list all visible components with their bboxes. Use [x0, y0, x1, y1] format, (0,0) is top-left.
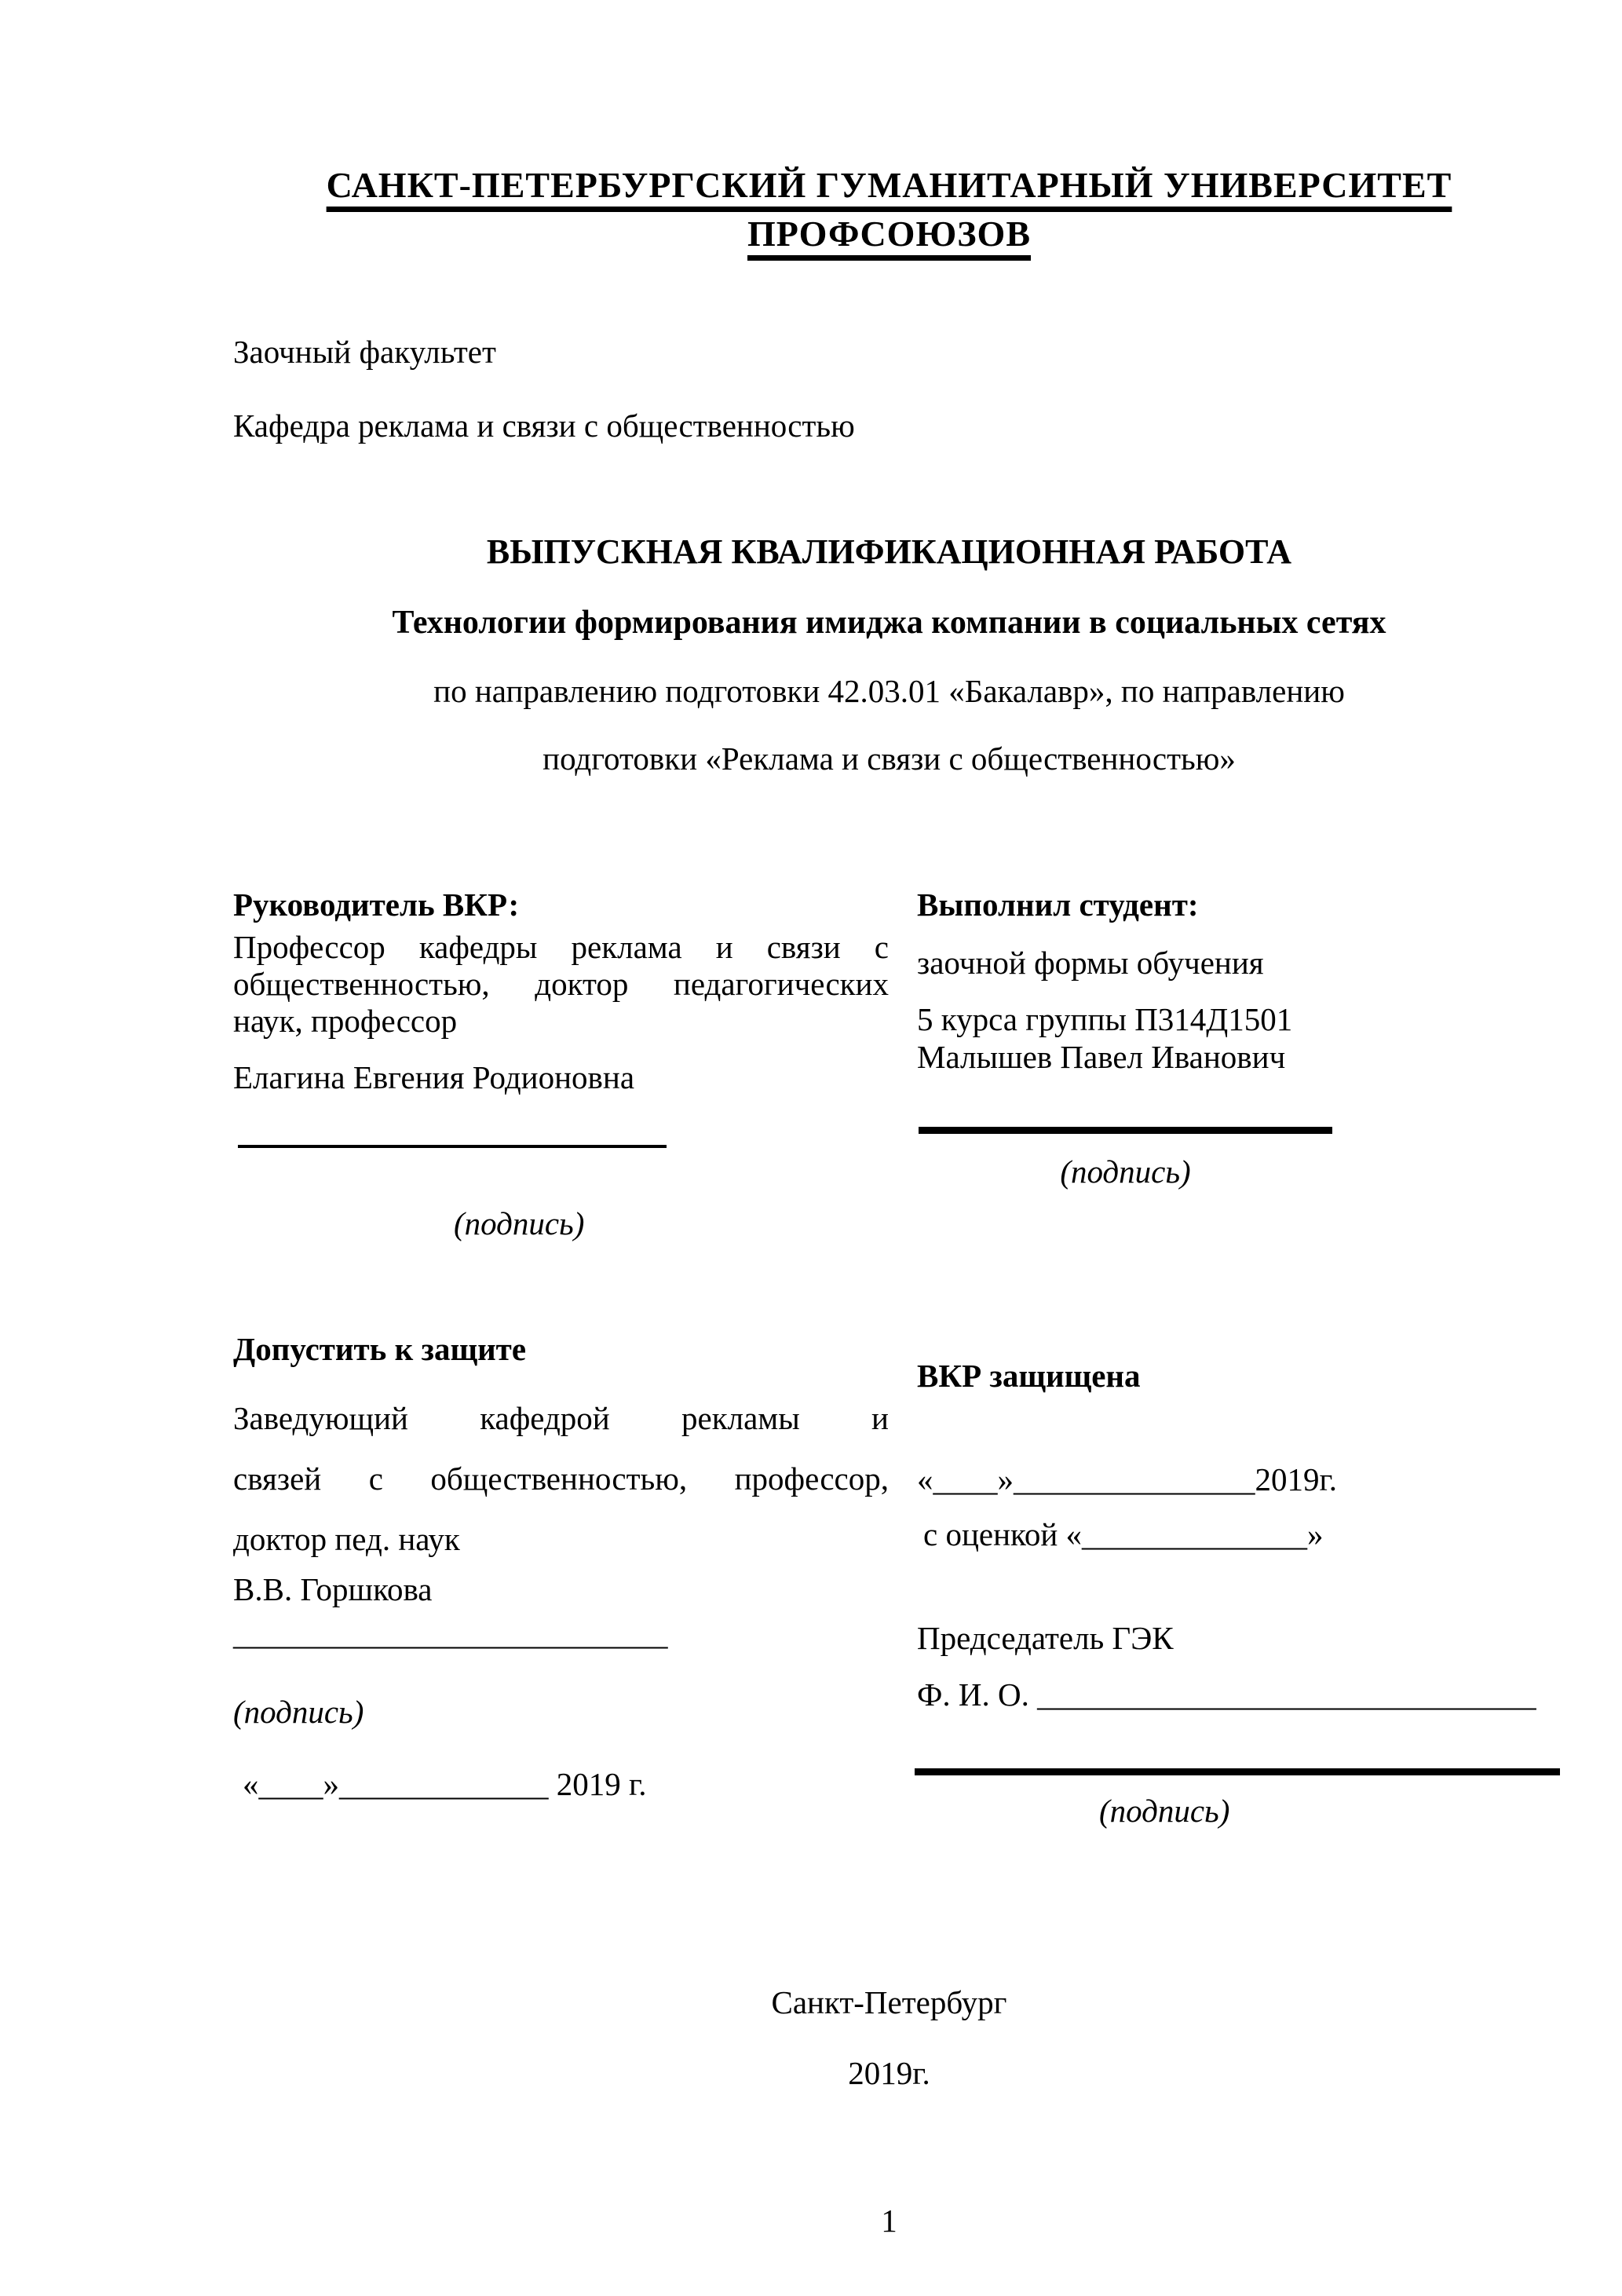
page-number: 1: [881, 2203, 897, 2239]
admission-description-line: связей с общественностью, профессор,: [233, 1461, 889, 1497]
supervisor-description-line: наук, профессор: [233, 1003, 458, 1039]
direction-line-1: по направлению подготовки 42.03.01 «Бакалавр», по направлению: [433, 673, 1345, 709]
admission-date-line: «____»_____________ 2019 г.: [243, 1766, 647, 1802]
admission-description: [233, 1388, 889, 1570]
admission-description-line: доктор пед. наук: [233, 1521, 460, 1557]
student-signature-caption: (подпись): [1060, 1153, 1191, 1190]
student-heading: Выполнил студент:: [917, 887, 1199, 923]
direction-line-2: подготовки «Реклама и связи с общественностью»: [542, 740, 1236, 777]
gek-chairman-label: Председатель ГЭК: [917, 1620, 1174, 1656]
work-type-title: ВЫПУСКНАЯ КВАЛИФИКАЦИОННАЯ РАБОТА: [486, 532, 1292, 571]
defense-signature-rule: [915, 1768, 1560, 1775]
student-name: Малышев Павел Иванович: [917, 1039, 1286, 1075]
university-title-line2: ПРОФСОЮЗОВ: [747, 214, 1031, 254]
thesis-title: Технологии формирования имиджа компании в социальных сетях: [392, 605, 1386, 641]
supervisor-description-line: общественностью, доктор педагогических: [233, 966, 889, 1002]
defense-date-line: «____»_______________2019г.: [917, 1461, 1337, 1497]
supervisor-description-line: Профессор кафедры реклама и связи с: [233, 929, 889, 965]
faculty-line: Заочный факультет: [233, 334, 496, 370]
defense-grade-line: с оценкой «______________»: [923, 1516, 1324, 1552]
university-title-line1: САНКТ-ПЕТЕРБУРГСКИЙ ГУМАНИТАРНЫЙ УНИВЕРСИТЕТ: [326, 165, 1452, 205]
university-title: [232, 161, 1547, 258]
defense-heading: ВКР защищена: [917, 1358, 1141, 1394]
admission-name: В.В. Горшкова: [233, 1571, 433, 1607]
admission-signature-line: ___________________________: [233, 1615, 668, 1651]
year-line: 2019г.: [848, 2055, 930, 2091]
defense-signature-caption: (подпись): [1099, 1793, 1230, 1829]
supervisor-description: [233, 929, 889, 1040]
admission-heading: Допустить к защите: [233, 1331, 527, 1367]
gek-fio-line: Ф. И. О. _______________________________: [917, 1676, 1536, 1713]
supervisor-signature-rule: [238, 1145, 667, 1148]
department-line: Кафедра реклама и связи с общественностью: [233, 408, 855, 444]
student-signature-rule: [919, 1127, 1332, 1134]
supervisor-name: Елагина Евгения Родионовна: [233, 1059, 635, 1095]
supervisor-heading: Руководитель ВКР:: [233, 887, 520, 923]
admission-signature-caption: (подпись): [233, 1694, 364, 1730]
student-education-form: заочной формы обучения: [917, 945, 1264, 981]
city-line: Санкт-Петербург: [771, 1984, 1007, 2020]
supervisor-signature-caption: (подпись): [454, 1205, 585, 1241]
student-group: 5 курса группы П314Д1501: [917, 1001, 1293, 1037]
admission-description-line: Заведующий кафедрой рекламы и: [233, 1400, 889, 1436]
